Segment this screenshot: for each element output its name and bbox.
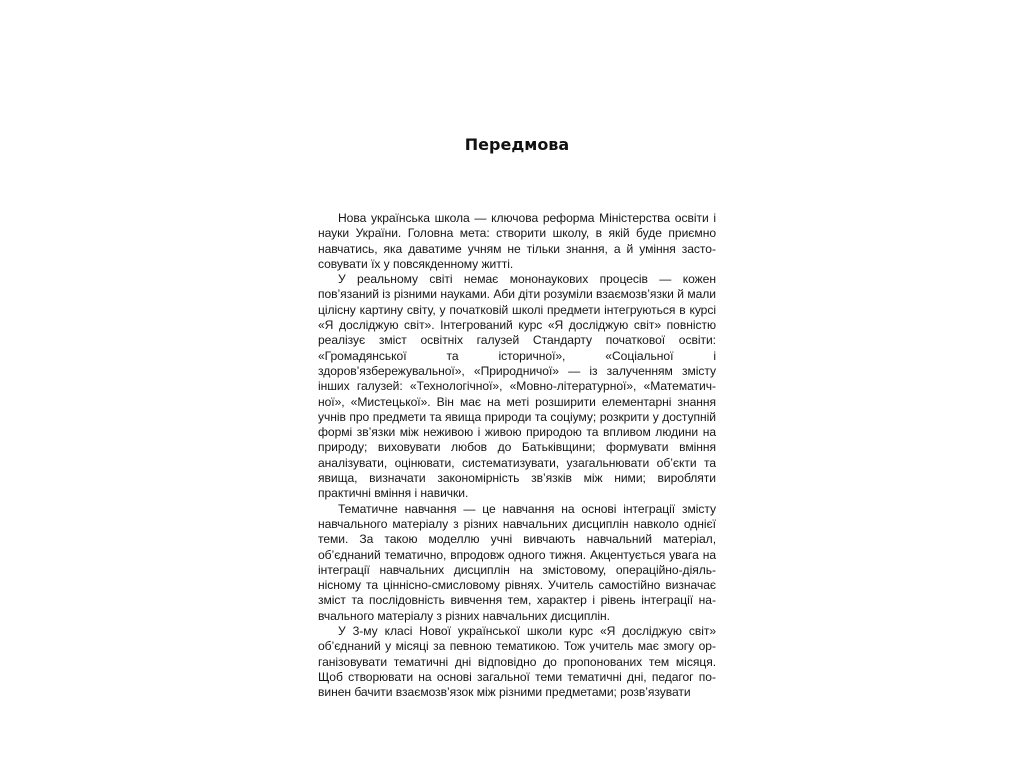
body-text xyxy=(318,211,716,701)
paragraph: У 3-му класі Нової української школи курс «Я досліджую світ» об’єднаний у місяці за певною тематикою. Тож учитель має змогу організовувати тематичні дні відповідно до пропонованих тем місяця. Щоб створювати на основі загальної теми тематичні дні, педагог повинен бачити взаємозв’язок між різними предметами; розв’язувати xyxy=(318,624,716,700)
page-title: Передмова xyxy=(464,135,570,154)
paragraph: Тематичне навчання — це навчання на основі інтеграції змісту навчального матеріалу з різних навчальних дисциплін навколо однієї теми. За такою моделлю учні вивчають навчальний матеріал, об’єднаний тематично, впродовж одного тижня. Акцентується увага на інтеграції навчальних дисциплін на змістовому, операційно-діяльнісному та ціннісно-смисловому рівнях. Учитель самостійно визначає зміст та послідовність вивчення тем, характер і рівень інтеграції навчального матеріалу з різних навчальних дисциплін. xyxy=(318,501,716,623)
paragraph: У реальному світі немає мононаукових процесів — кожен пов’язаний із різними науками. Аби діти розуміли взаємозв’язки й мали цілісну картину світу, у початковій школі предмети інтегруються в курсі «Я досліджую світ». Інтегрований курс «Я досліджую світ» повністю реалізує зміст освітніх галузей Стандарту початкової освіти: «Громадянської та історичної», «Соціальної і здоров’язбережувальної», «Природничої» — із залученням змісту інших галузей: «Технологічної», «Мовно-літературної», «Математичної», «Мистецької». Він має на меті розширити елементарні знання учнів про предмети та явища природи та соціуму; розкрити у доступній формі зв’язки між неживою і живою природою та впливом людини на природу; виховувати любов до Батьківщини; формувати вміння аналізувати, оцінювати, систематизувати, узагальнювати об’єкти та явища, визначати закономірність зв’язків між ними; виробляти практичні вміння і навички. xyxy=(318,272,716,501)
paragraph: Нова українська школа — ключова реформа Міністерства освіти і науки України. Головна мета: створити школу, в якій буде приємно навчатись, яка даватиме учням не тільки знання, а й уміння застосовувати їх у повсякденному житті. xyxy=(318,211,716,271)
